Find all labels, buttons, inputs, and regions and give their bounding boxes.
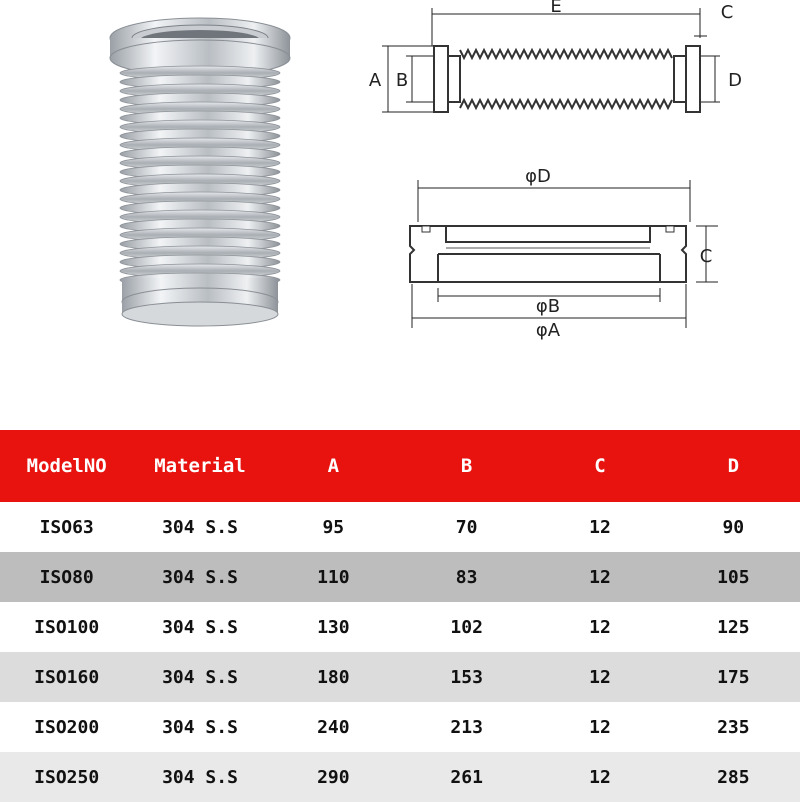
bellows-product-photo	[100, 8, 300, 348]
table-row	[0, 602, 800, 652]
header-material: Material	[133, 429, 266, 502]
cell-material: 304 S.S	[133, 552, 266, 602]
cell-a: 240	[267, 702, 400, 752]
dim-label-b: B	[395, 70, 409, 91]
cell-model: ISO63	[0, 502, 133, 552]
table-row	[0, 552, 800, 602]
table-row	[0, 702, 800, 752]
cell-a: 95	[267, 502, 400, 552]
cell-material: 304 S.S	[133, 752, 266, 802]
dim-label-d: D	[728, 70, 742, 91]
cell-c: 12	[533, 702, 666, 752]
cell-model: ISO80	[0, 552, 133, 602]
flange-section-drawing	[360, 150, 800, 350]
cell-material: 304 S.S	[133, 702, 266, 752]
cell-d: 105	[667, 552, 800, 602]
cell-c: 12	[533, 652, 666, 702]
cell-a: 130	[267, 602, 400, 652]
cell-material: 304 S.S	[133, 502, 266, 552]
cell-d: 90	[667, 502, 800, 552]
cell-d: 235	[667, 702, 800, 752]
table-row	[0, 652, 800, 702]
dim-label-e: E	[550, 0, 562, 17]
cell-a: 290	[267, 752, 400, 802]
dim-label-phi-d: φD	[525, 166, 551, 187]
cell-d: 175	[667, 652, 800, 702]
spec-table	[0, 428, 800, 802]
cell-d: 285	[667, 752, 800, 802]
header-a: A	[267, 429, 400, 502]
header-d: D	[667, 429, 800, 502]
dim-label-flange-c: C	[699, 246, 713, 267]
cell-model: ISO200	[0, 702, 133, 752]
dim-label-a: A	[368, 70, 382, 91]
cell-a: 180	[267, 652, 400, 702]
cell-c: 12	[533, 552, 666, 602]
header-b: B	[400, 429, 533, 502]
dim-label-c: C	[720, 2, 734, 23]
cell-b: 70	[400, 502, 533, 552]
cell-b: 102	[400, 602, 533, 652]
cell-model: ISO100	[0, 602, 133, 652]
cell-c: 12	[533, 752, 666, 802]
cell-d: 125	[667, 602, 800, 652]
cell-b: 213	[400, 702, 533, 752]
cell-model: ISO160	[0, 652, 133, 702]
cell-c: 12	[533, 602, 666, 652]
cell-c: 12	[533, 502, 666, 552]
cell-b: 83	[400, 552, 533, 602]
cell-material: 304 S.S	[133, 652, 266, 702]
table-row	[0, 752, 800, 802]
header-model: ModelNO	[0, 429, 133, 502]
cell-model: ISO250	[0, 752, 133, 802]
header-c: C	[533, 429, 666, 502]
table-header-row	[0, 429, 800, 502]
dim-label-phi-b: φB	[535, 296, 561, 317]
cell-material: 304 S.S	[133, 602, 266, 652]
cell-b: 261	[400, 752, 533, 802]
table-row	[0, 502, 800, 552]
bellows-side-drawing	[360, 0, 800, 140]
cell-b: 153	[400, 652, 533, 702]
cell-a: 110	[267, 552, 400, 602]
dim-label-phi-a: φA	[535, 320, 561, 341]
